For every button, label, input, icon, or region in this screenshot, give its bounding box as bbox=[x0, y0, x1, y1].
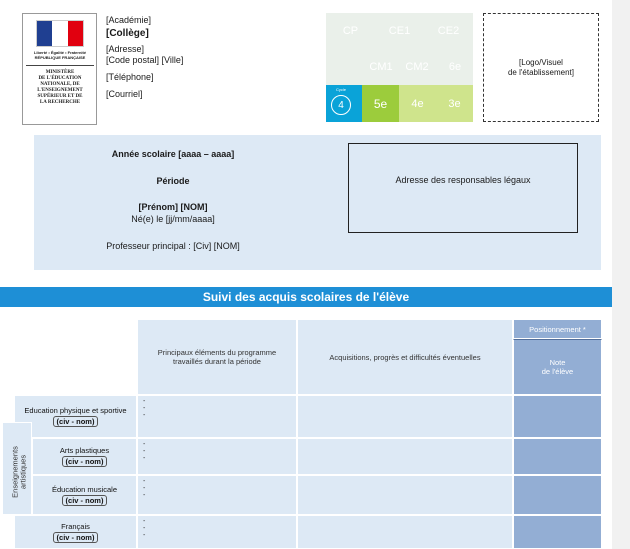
school-year: Année scolaire [aaaa – aaaa] bbox=[111, 149, 235, 159]
col-header-positionnement: Positionnement * bbox=[513, 319, 602, 339]
grid-ce2: CE2 bbox=[437, 25, 460, 37]
student-name: [Prénom] [NOM] bbox=[138, 202, 208, 212]
subject-name: Education physique et sportive bbox=[24, 406, 127, 415]
note-cell[interactable] bbox=[513, 515, 602, 549]
row-subject-francais bbox=[14, 515, 137, 549]
col-header-elements: Principaux éléments du programme travaillés durant la période bbox=[137, 319, 297, 395]
elements-cell[interactable]: - - - bbox=[137, 395, 297, 438]
grid-3e: 3e bbox=[436, 85, 473, 122]
vertical-scrollbar[interactable] bbox=[616, 0, 630, 549]
grid-cp: CP bbox=[342, 25, 359, 37]
guardians-address-box bbox=[348, 143, 578, 233]
grid-4e: 4e bbox=[399, 85, 436, 122]
logo-divider bbox=[26, 65, 94, 66]
french-flag-icon bbox=[36, 20, 84, 47]
period: Période bbox=[156, 176, 190, 186]
subject-name: Éducation musicale bbox=[51, 484, 118, 494]
teacher-field[interactable]: (civ - nom) bbox=[53, 416, 99, 427]
academie-field: [Académie] bbox=[106, 15, 152, 25]
group-label-text: Enseignements artistiques bbox=[10, 446, 28, 498]
col-header-note: Note de l'élève bbox=[513, 339, 602, 395]
cycle-label: Cycle bbox=[335, 87, 346, 92]
row-subject-musique bbox=[32, 475, 137, 515]
grid-ce1: CE1 bbox=[388, 25, 411, 37]
grid-5e: 5e bbox=[362, 85, 399, 122]
ministry-logo bbox=[22, 13, 97, 125]
acquisitions-cell[interactable] bbox=[297, 438, 513, 475]
school-logo-placeholder: [Logo/Visuel de l'établissement] bbox=[483, 13, 599, 122]
code-postal-field: [Code postal] [Ville] bbox=[106, 55, 184, 65]
teacher-field[interactable]: (civ - nom) bbox=[53, 532, 99, 543]
section-banner: Suivi des acquis scolaires de l'élève bbox=[0, 287, 612, 307]
elements-cell[interactable]: - - - bbox=[137, 515, 297, 549]
teacher-field[interactable]: (civ - nom) bbox=[62, 495, 108, 506]
note-cell[interactable] bbox=[513, 475, 602, 515]
telephone-field: [Téléphone] bbox=[106, 72, 154, 82]
logo-motto-text: Liberté • Égalité • Fraternité bbox=[33, 50, 87, 55]
college-field: [Collège] bbox=[106, 28, 149, 39]
guardians-address-label: Adresse des responsables légaux bbox=[395, 175, 531, 185]
logo-republic-text: RÉPUBLIQUE FRANÇAISE bbox=[34, 55, 86, 60]
acquisitions-cell[interactable] bbox=[297, 515, 513, 549]
grid-cm1: CM1 bbox=[369, 61, 393, 73]
row-subject-eps bbox=[14, 395, 137, 438]
note-cell[interactable] bbox=[513, 395, 602, 438]
student-birthdate: Né(e) le [jj/mm/aaaa] bbox=[131, 214, 215, 224]
row-subject-arts bbox=[32, 438, 137, 475]
grid-cm2: CM2 bbox=[405, 61, 429, 73]
adresse-field: [Adresse] bbox=[106, 44, 145, 54]
subject-name: Français bbox=[61, 521, 90, 531]
note-cell[interactable] bbox=[513, 438, 602, 475]
courriel-field: [Courriel] bbox=[106, 89, 143, 99]
cycle-grid bbox=[326, 13, 473, 122]
elements-cell[interactable]: - - - bbox=[137, 475, 297, 515]
subject-name: Arts plastiques bbox=[59, 446, 110, 455]
acquisitions-cell[interactable] bbox=[297, 395, 513, 438]
student-info-box bbox=[34, 135, 601, 270]
col-header-acquisitions: Acquisitions, progrès et difficultés éventuelles bbox=[297, 319, 513, 395]
elements-cell[interactable]: - - - bbox=[137, 438, 297, 475]
cycle-4-cell bbox=[326, 85, 362, 122]
ministry-name: MINISTÈRE DE L'ÉDUCATION NATIONALE, DE L'ENSEIGNEMENT SUPÉRIEUR ET DE LA RECHERCHE bbox=[37, 70, 83, 105]
acquisitions-cell[interactable] bbox=[297, 475, 513, 515]
cycle-number-badge: 4 bbox=[331, 95, 351, 115]
teacher-field[interactable]: (civ - nom) bbox=[62, 456, 108, 467]
grid-6e: 6e bbox=[448, 61, 462, 73]
logo-motto bbox=[26, 50, 94, 60]
principal-teacher: Professeur principal : [Civ] [NOM] bbox=[106, 241, 240, 251]
group-label-arts bbox=[2, 422, 32, 515]
school-info bbox=[106, 15, 183, 100]
